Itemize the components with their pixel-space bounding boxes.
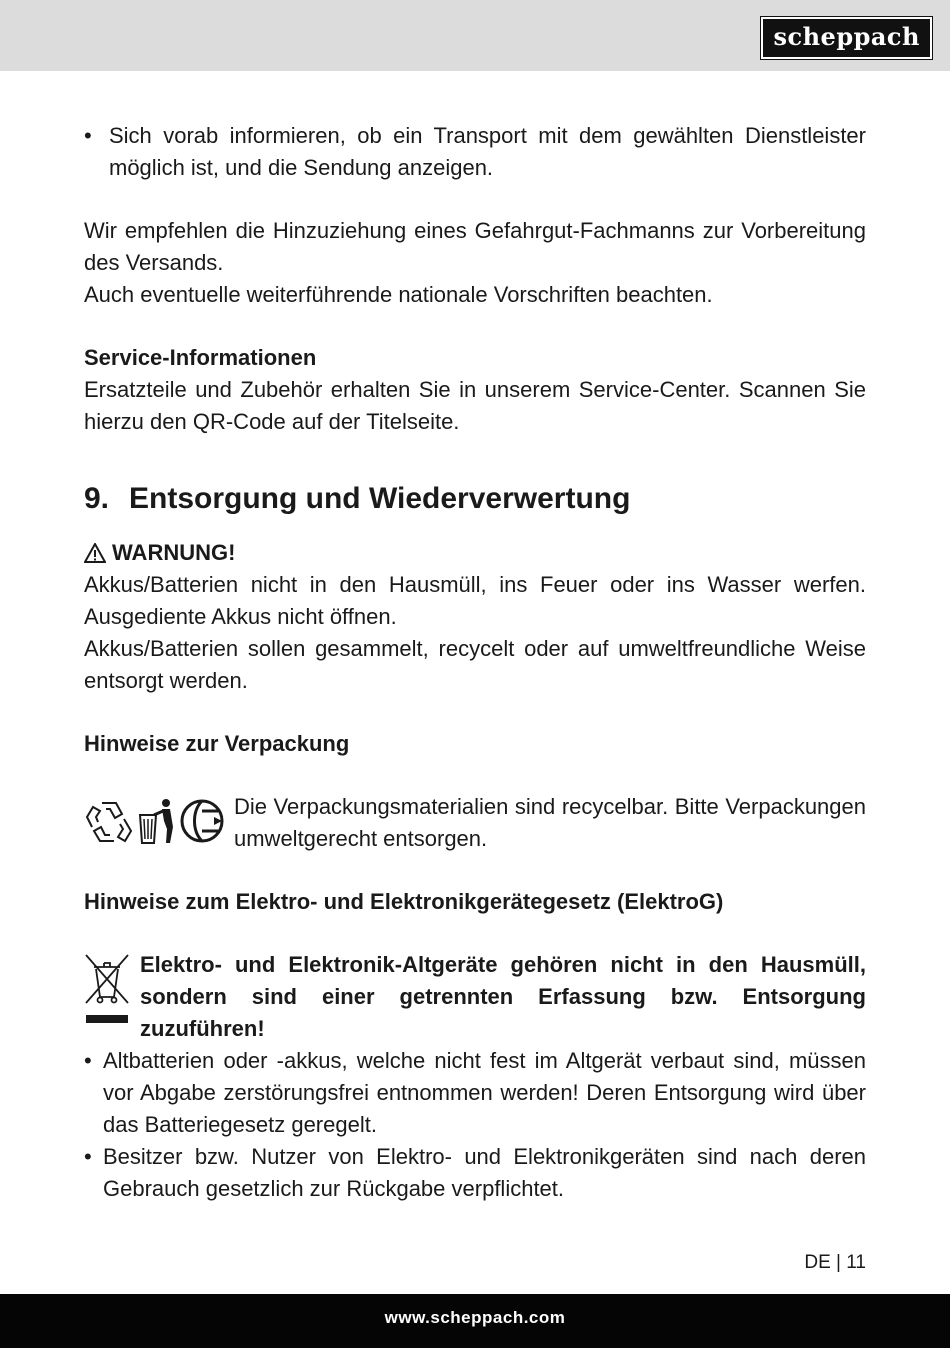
packaging-row xyxy=(84,791,866,855)
header-bar xyxy=(0,0,950,71)
packaging-icons xyxy=(84,791,234,845)
section-number: 9. xyxy=(84,482,110,515)
warning-heading xyxy=(84,537,866,569)
footer-bar xyxy=(0,1294,950,1348)
shipping-paragraph: Wir empfehlen die Hinzuziehung eines Gefahrgut-Fachmanns zur Vorbereitung des Versands. xyxy=(84,218,866,275)
section-heading xyxy=(84,479,866,519)
weee-text: Elektro- und Elektronik-Altgeräte gehören nicht in den Hausmüll, sondern sind einer getrennten Erfassung bzw. Entsorgung zuzuführen! xyxy=(140,952,866,1041)
section-title: Entsorgung und Wiederverwertung xyxy=(129,482,631,515)
bullet-text: Besitzer bzw. Nutzer von Elektro- und Elektronikgeräten sind nach deren Gebrauch gesetzlich zur Rückgabe verpflichtet. xyxy=(103,1144,866,1201)
weee-bin-icon-wrap xyxy=(84,949,140,1036)
warning-text: Akkus/Batterien nicht in den Hausmüll, ins Feuer oder ins Wasser werfen. Ausgediente Akkus nicht öffnen. xyxy=(84,572,866,629)
warning-label: WARNUNG! xyxy=(112,540,236,565)
page-number: DE | 11 xyxy=(804,1252,866,1273)
brand-logo: scheppach xyxy=(761,17,932,59)
bullet-dot-icon: • xyxy=(84,123,92,148)
tidyman-icon xyxy=(136,797,176,845)
service-text: Ersatzteile und Zubehör erhalten Sie in unserem Service-Center. Scannen Sie hierzu den QR-Code auf der Titelseite. xyxy=(84,377,866,434)
bullet-text: Sich vorab informieren, ob ein Transport mit dem gewählten Dienstleister möglich ist, und die Sendung anzeigen. xyxy=(109,123,866,180)
crossed-bin-icon xyxy=(84,953,130,1027)
page-content xyxy=(84,120,866,1205)
footer-url[interactable]: www.scheppach.com xyxy=(384,1308,566,1327)
service-heading: Service-Informationen xyxy=(84,345,317,370)
regulations-paragraph: Auch eventuelle weiterführende nationale Vorschriften beachten. xyxy=(84,282,713,307)
list-item xyxy=(84,1141,866,1205)
weee-row xyxy=(84,949,866,1045)
list-item xyxy=(84,120,866,184)
bullet-dot-icon: • xyxy=(84,1144,92,1169)
bullet-text: Altbatterien oder -akkus, welche nicht fest im Altgerät verbaut sind, müssen vor Abgabe zerstörungsfrei entnommen werden! Deren Entsorgung wird über das Batteriegesetz geregelt. xyxy=(103,1048,866,1137)
packaging-heading: Hinweise zur Verpackung xyxy=(84,731,350,756)
elektrog-heading: Hinweise zum Elektro- und Elektronikgerätegesetz (ElektroG) xyxy=(84,889,724,914)
warning-text-2: Akkus/Batterien sollen gesammelt, recycelt oder auf umweltfreundliche Weise entsorgt werden. xyxy=(84,636,866,693)
recycle-icon xyxy=(84,797,134,845)
green-dot-icon xyxy=(178,797,228,845)
bullet-dot-icon: • xyxy=(84,1048,92,1073)
list-item xyxy=(84,1045,866,1141)
warning-triangle-icon xyxy=(84,543,106,563)
packaging-text: Die Verpackungsmaterialien sind recycelbar. Bitte Verpackungen umweltgerecht entsorgen. xyxy=(234,794,866,851)
